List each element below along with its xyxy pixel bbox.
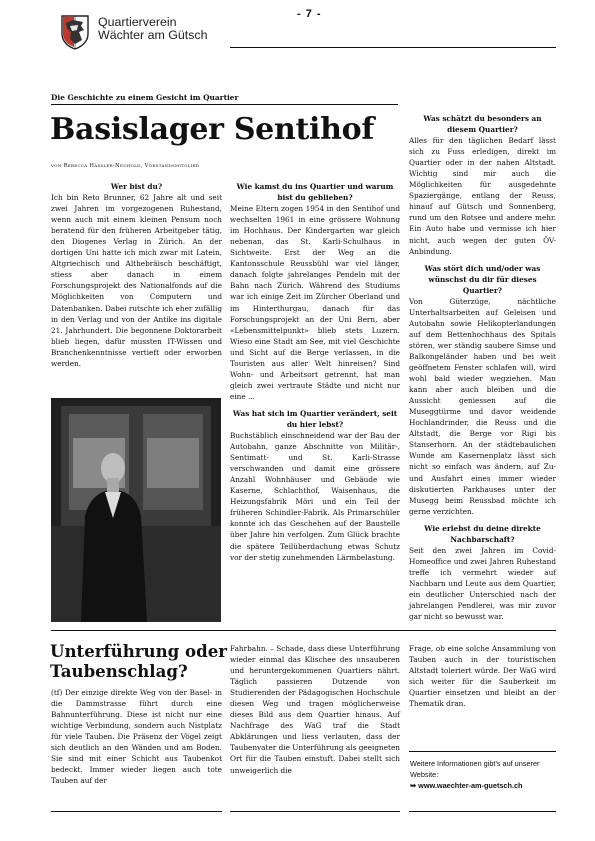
second-article-text: Fahrbahn. – Schade, dass diese Unterführung wieder einmal das Klischee des unsauberen und heruntergekommenen Quartiers nährt. Täglich passieren Dutzende von Studierenden der Pädagogischen Hochschule diesen Weg und tragen möglicherweise dieses Bild aus dem Quartier hinaus. Auf Nachfrage des WaG traf die Stadt Abklärungen und liess verlauten, dass der Taubenvater die Unterführung als geeigneten Ort für die Tauben einstuft. Dabei stellt sich unweigerlich die (230, 644, 400, 775)
coat-of-arms-logo (61, 14, 89, 50)
article-kicker: Die Geschichte zu einem Gesicht im Quartier (51, 93, 239, 102)
association-name-line2: Wächter am Gütsch (98, 28, 208, 42)
question-heading: Wie kamst du ins Quartier und warum bist du geblieben? (236, 182, 394, 203)
second-headline-line1: Unterführung oder (50, 641, 227, 661)
article-byline: von Rebecca Hässler-Neuhold, Vorstandsmitglied (51, 163, 200, 169)
second-article-column-1 (51, 687, 222, 786)
answer-paragraph: Von Güterzüge, nächtliche Unterhaltsarbeiten auf Geleisen und Autobahn sowie Helikopterlandungen auf dem Bettenhochhaus des Spitals stören, wer ständig saubere Simse und Balkongeländer haben und bei weit geöffnetem Fenster schlafen will, wird wohl bald wieder wegziehen. Man kann aber auch bleiben und die Aussicht geniessen auf die Museggtürme und davor weidende Hochlandrinder, die Reuss und die Altstadt, die Berge vor Rigi bis Stanserhorn. An der städtebaulichen Wunde am Kasernenplatz lässt sich nicht so einfach was ändern, auf Zu- und Ausfahrt eines immer wieder diskutierten Parkhauses unter der Musegg beim Reussbad möchte ich gerne verzichten. (409, 296, 556, 516)
page-number: - 7 - (297, 8, 322, 20)
answer-paragraph: Ich bin Reto Brunner, 62 Jahre alt und seit zwei Jahren im vorgezogenen Ruhestand, wenn auch mit einem kleinen Pensum noch beratend für den früheren Arbeitgeber tätig, den Diogenes Verlag in Zürich. An der dortigen Uni hatte ich mich zwar mit Latein, Altgriechisch und Althebräisch beschäftigt, stiess aber danach in einem Forschungsprojekt des Nationalfonds auf die Möglichkeiten von Computern und Datenbanken. Dabei rutschte ich eher zufällig in den Verlag und von der Antike ins digitale 21. Jahrhundert. Die begonnene Doktorarbeit blieb liegen, dafür mussten IT-Wissen und Branchenkenntnisse vertieft oder erworben werden. (51, 193, 222, 368)
article-column-2 (230, 181, 400, 563)
article-column-3 (409, 113, 556, 622)
article-column-1 (51, 181, 222, 369)
second-article-column-2 (230, 643, 400, 776)
second-headline-line2: Taubenschlag? (50, 661, 188, 681)
article-headline: Basislager Sentihof (50, 112, 374, 147)
answer-paragraph: Alles für den täglichen Bedarf lässt sich zu Fuss erledigen, direkt im Quartier oder in der nahen Altstadt. Wichtig sind mir auch die Möglichkeiten für ausgedehnte Spaziergänge, entlang der Reuss, hinauf auf Gütsch und Sonnenberg, rund um den Rotsee und andere mehr. Ein Auto habe und vermisse ich hier nicht, auch wegen der guten ÖV-Anbindung. (409, 136, 556, 256)
answer-paragraph: Seit den zwei Jahren im Covid-Homeoffice und zwei Jahren Ruhestand treffe ich vermehrt wieder auf Nachbarn und Leute aus dem Quartier, ein deutlicher Unterschied nach der jahrelangen Pendlerei, was mir zuvor gar nicht so bewusst war. (409, 545, 556, 622)
answer-paragraph: Meine Eltern zogen 1954 in den Sentihof und wechselten 1961 in eine grössere Wohnung im Hochhaus. Der Kindergarten war gleich nebenan, das St. Karli-Schulhaus in Sichtweite. Erst der Weg an die Kantonsschule Reussbühl war viel länger, danach folgte jahrelanges Pendeln mit der Bahn nach Zürich. Während des Studiums war ich einige Zeit im Zürcher Oberland und im Hinterthurgau, danach für das Forschungsprojekt an der Uni Bern, aber «Lebensmittelpunkt» blieb stets Luzern. Wieso eine Stadt am See, mit viel Geschichte und Sicht auf die Berge verlassen, in die Touristen aus aller Welt hinreisen? Sind Wohn- und Arbeitsort getrennt, hat man gleich zwei vertraute Städte und nicht nur eine ... (230, 204, 400, 401)
section-divider (51, 630, 556, 631)
info-box-top-rule (409, 751, 556, 752)
portrait-photo (51, 398, 221, 622)
bottom-rule-left (51, 811, 222, 812)
second-article-text: Frage, ob eine solche Ansammlung von Tauben auch in der touristischen Altstadt toleriert würde. Der WaG wird sich weiter für die Sauberkeit im Quartier einsetzen und bleibt an der Thematik dran. (409, 644, 556, 709)
bottom-rule-right (409, 811, 556, 812)
second-article-column-3 (409, 643, 556, 709)
question-heading: Wie erlebst du deine direkte Nachbarschaft? (424, 523, 541, 544)
second-article-text: (tf) Der einzige direkte Weg von der Basel- in die Dammstrasse führt durch eine Bahnunterführung. Diese ist nicht nur eine wichtige Verbindung, sondern auch Nistplatz für viele Tauben. Die Präsenz der Vögel zeigt sich deutlich an den Wänden und am Boden. Sie sind mit einer Schicht aus Taubenkot bedeckt. Immer wieder liegen auch tote Tauben auf der (51, 688, 222, 786)
association-name-line1: Quartierverein (98, 15, 177, 29)
association-name (98, 16, 207, 42)
bottom-rule-middle (230, 811, 400, 812)
question-heading: Was stört dich und/oder was wünschst du dir für dieses Quartier? (424, 263, 541, 295)
info-box (410, 758, 555, 791)
info-text: Weitere Informationen gibt's auf unserer Website: (410, 759, 540, 779)
header-rule (230, 47, 556, 48)
question-heading: Wer bist du? (110, 182, 163, 191)
second-article-headline (50, 641, 227, 681)
website-link[interactable]: ➥ www.waechter-am-guetsch.ch (410, 781, 523, 790)
kicker-rule (51, 104, 398, 105)
question-heading: Was hat sich im Quartier verändert, seit du hier lebst? (232, 408, 398, 429)
answer-paragraph: Buchstäblich einschneidend war der Bau der Autobahn, ganze Abschnitte von Militär-, Sentimatt- und St. Karli-Strasse verschwanden und damit eine grössere Anzahl Wohnhäuser und Gebäude wie Kaserne, Schlachthof, Waisenhaus, die Heizungsfabrik Möri und ein Teil der früheren Schindler-Fabrik. Als Primarschüler konnte ich das Geschehen auf der Baustelle über Jahre hin verfolgen. Zum Glück brachte die spätere Teilüberdachung etwas Schutz vor der stetig zunehmenden Lärmbelastung. (230, 431, 400, 562)
question-heading: Was schätzt du besonders an diesem Quartier? (423, 114, 542, 135)
